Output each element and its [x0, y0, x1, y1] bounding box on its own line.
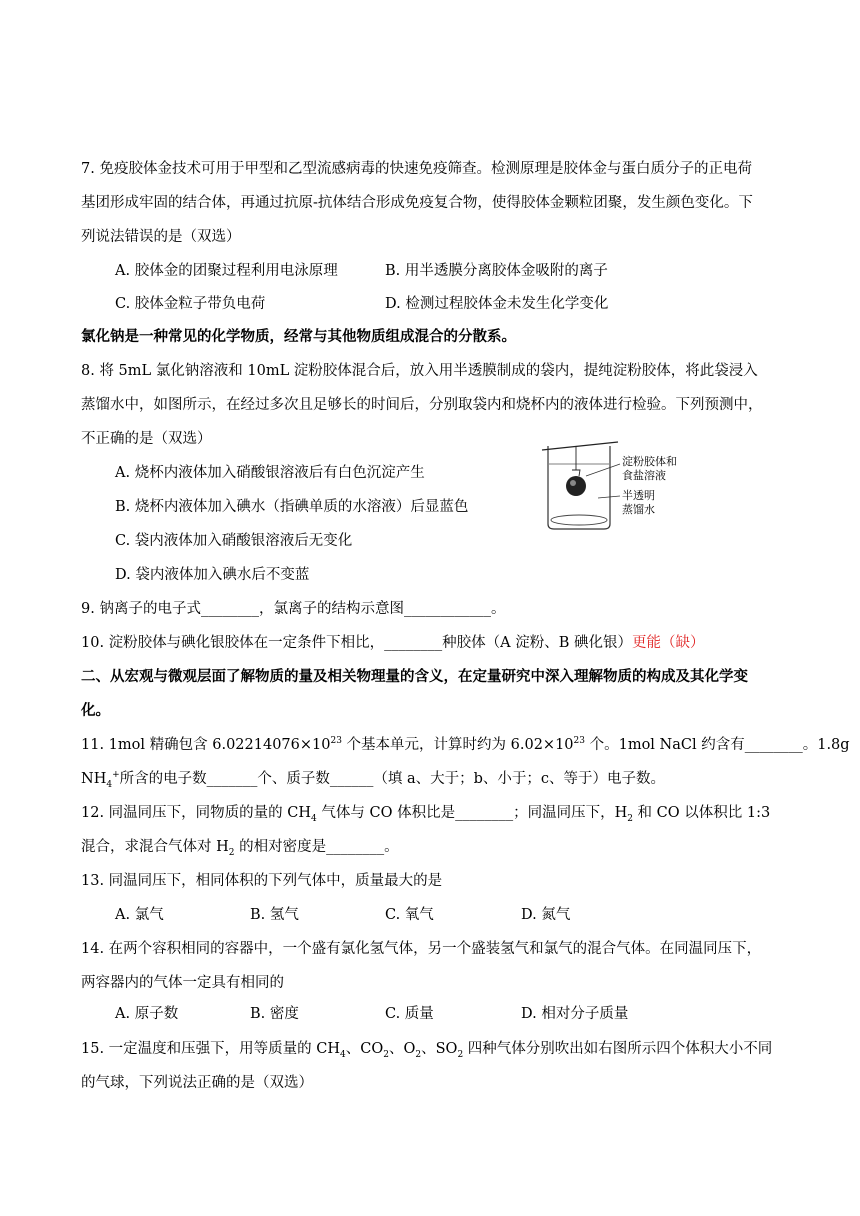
q15-part1: 15. 一定温度和压强下，用等质量的 CH [81, 1041, 341, 1057]
q14-line1: 14. 在两个容积相同的容器中，一个盛有氯化氢气体，另一个盛装氢气和氯气的混合气体。在同温同压下， [81, 941, 762, 957]
q13-stem: 13. 同温同压下，相同体积的下列气体中，质量最大的是 [81, 873, 443, 889]
q15-part2: 、CO [345, 1041, 384, 1057]
q8-line2: 蒸馏水中，如图所示，在经过多次且足够长的时间后，分别取袋内和烧杯内的液体进行检验。下列预测中， [81, 397, 763, 413]
q15-line1 [81, 1039, 772, 1059]
q15-part4: 、SO [421, 1041, 458, 1057]
q7-line3: 列说法错误的是（双选） [81, 229, 241, 245]
q12-part4: 混合，求混合气体对 H [81, 839, 229, 855]
q8-line1: 8. 将 5mL 氯化钠溶液和 10mL 淀粉胶体混合后，放入用半透膜制成的袋内，提纯淀粉胶体，将此袋浸入 [81, 363, 758, 379]
q11-exp1: 23 [330, 736, 342, 747]
q14-option-b: B. 密度 [250, 1006, 299, 1022]
q12-sub1: 4 [311, 813, 317, 824]
q9-text: 9. 钠离子的电子式________，氯离子的结构示意图____________。 [81, 601, 506, 617]
q8-option-d: D. 袋内液体加入碘水后不变蓝 [115, 567, 310, 583]
q10-note: 更能（缺） [632, 635, 705, 651]
q12-part1: 12. 同温同压下，同物质的量的 CH [81, 805, 312, 821]
q7-option-a: A. 胶体金的团聚过程利用电泳原理 [115, 263, 338, 279]
beaker-figure [540, 440, 690, 532]
q7-line1: 7. 免疫胶体金技术可用于甲型和乙型流感病毒的快速免疫筛查。检测原理是胶体金与蛋白质分子的正电荷 [81, 161, 752, 177]
q15-line2: 的气球，下列说法正确的是（双选） [81, 1075, 313, 1091]
q12-line1 [81, 803, 770, 823]
figure-label-membrane: 半透明 [622, 489, 655, 502]
section2-line1: 二、从宏观与微观层面了解物质的量及相关物理量的含义，在定量研究中深入理解物质的构成及其化学变 [81, 668, 748, 685]
q12-sub2: 2 [627, 813, 633, 824]
section2-line2: 化。 [81, 702, 110, 719]
q15-sub3: 2 [415, 1049, 422, 1060]
q15-part5: 四种气体分别吹出如右图所示四个体积大小不同 [463, 1041, 773, 1057]
q14-option-a: A. 原子数 [115, 1006, 179, 1022]
q15-sub2: 2 [383, 1049, 389, 1060]
q12-part5: 的相对密度是________。 [234, 839, 399, 855]
q14-option-c: C. 质量 [385, 1006, 434, 1022]
figure-label-colloid: 淀粉胶体和 [622, 455, 677, 468]
q11-exp2: 23 [573, 736, 585, 747]
q12-line2 [81, 837, 399, 857]
figure-label-water: 蒸馏水 [622, 503, 655, 516]
beaker-illustration [540, 440, 690, 532]
q13-option-b: B. 氢气 [250, 907, 299, 923]
q8-option-b: B. 烧杯内液体加入碘水（指碘单质的水溶液）后显蓝色 [115, 499, 469, 515]
q7-option-d: D. 检测过程胶体金未发生化学变化 [385, 296, 609, 312]
q15-sub1: 4 [340, 1049, 346, 1060]
q7-option-c: C. 胶体金粒子带负电荷 [115, 296, 266, 312]
q10-text: 10. 淀粉胶体与碘化银胶体在一定条件下相比，________种胶体（A 淀粉、B 碘化银） [81, 635, 633, 651]
q15-sub4: 2 [457, 1049, 464, 1060]
q11-part3: 个。1mol NaCl 约含有________。1.8g [584, 737, 850, 753]
q13-option-c: C. 氧气 [385, 907, 434, 923]
q12-part2: 气体与 CO 体积比是________；同温同压下，H [316, 805, 628, 821]
q8-option-c: C. 袋内液体加入硝酸银溶液后无变化 [115, 533, 353, 549]
q12-part3: 和 CO 以体积比 1:3 [632, 805, 771, 821]
q11-line2 [81, 769, 665, 789]
nacl-heading: 氯化钠是一种常见的化学物质，经常与其他物质组成混合的分散系。 [81, 328, 516, 345]
q8-option-a: A. 烧杯内液体加入硝酸银溶液后有白色沉淀产生 [115, 465, 425, 481]
q7-line2: 基团形成牢固的结合体，再通过抗原-抗体结合形成免疫复合物，使得胶体金颗粒团聚，发生颜色变化。下 [81, 195, 753, 211]
q14-line2: 两容器内的气体一定具有相同的 [81, 975, 284, 991]
q12-sub4: 2 [228, 847, 235, 858]
q13-option-a: A. 氯气 [115, 907, 164, 923]
q13-option-d: D. 氮气 [521, 907, 571, 923]
q8-line3: 不正确的是（双选） [81, 431, 212, 447]
q15-part3: 、O [388, 1041, 416, 1057]
q11-part4: NH [81, 771, 107, 787]
q11-part1: 11. 1mol 精确包含 6.02214076×10 [81, 737, 331, 753]
figure-label-salt: 食盐溶液 [622, 469, 666, 482]
q11-sub4: 4 [106, 779, 113, 790]
q11-sup4: + [112, 770, 120, 781]
q11-line1 [81, 735, 850, 755]
q7-option-b: B. 用半透膜分离胶体金吸附的离子 [385, 263, 608, 279]
q14-option-d: D. 相对分子质量 [521, 1006, 629, 1022]
q11-part5: 所含的电子数_______个、质子数______（填 a、大于；b、小于；c、等于）电子数。 [119, 771, 666, 787]
q11-part2: 个基本单元，计算时约为 6.02×10 [341, 737, 574, 753]
q10-line [81, 633, 705, 653]
